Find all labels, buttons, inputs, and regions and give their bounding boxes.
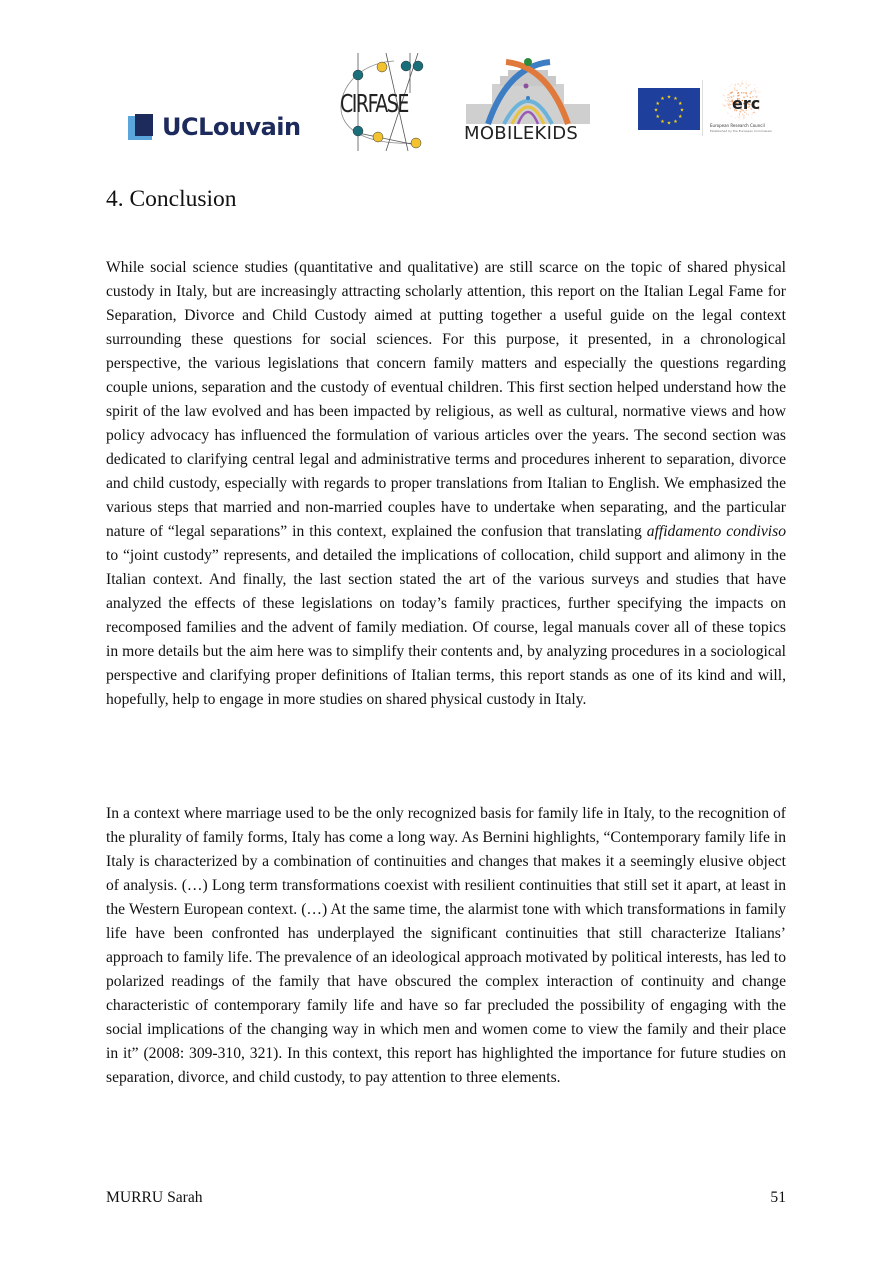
erc-dot-icon	[739, 114, 740, 115]
erc-dot-icon	[758, 91, 759, 92]
erc-dot-icon	[743, 116, 744, 117]
erc-dot-icon	[754, 88, 755, 89]
erc-dot-icon	[738, 84, 739, 85]
erc-dot-icon	[731, 84, 732, 85]
eu-star-icon: ★	[660, 97, 665, 103]
erc-dot-icon	[746, 81, 747, 82]
erc-dot-icon	[736, 90, 737, 91]
erc-dot-icon	[728, 105, 729, 106]
erc-dot-icon	[728, 99, 729, 100]
uclouvain-mark-icon	[128, 114, 156, 140]
eu-star-icon: ★	[666, 121, 672, 127]
erc-dot-icon	[753, 90, 754, 91]
eu-star-icon: ★	[673, 97, 678, 103]
erc-dot-icon	[739, 113, 740, 114]
erc-dot-icon	[722, 103, 723, 104]
erc-dot-icon	[755, 92, 756, 93]
erc-dot-icon	[722, 94, 723, 95]
erc-dot-icon	[726, 100, 727, 101]
uclouvain-logo-text: UCLouvain	[162, 113, 301, 141]
mobilekids-logo-text: MOBILEKIDS	[464, 123, 579, 144]
section-title: Conclusion	[129, 186, 237, 212]
erc-dot-icon	[729, 86, 730, 87]
erc-dot-icon	[741, 82, 742, 83]
erc-dot-icon	[730, 116, 731, 117]
erc-dot-icon	[729, 101, 730, 102]
erc-dot-icon	[745, 87, 746, 88]
eu-star-icon: ★	[666, 95, 672, 101]
cirfase-logo	[336, 53, 432, 151]
eu-stars-icon	[638, 88, 700, 130]
logo-divider	[702, 80, 703, 136]
cirfase-logo-text: CIRFASE	[340, 90, 408, 119]
erc-dot-icon	[727, 94, 728, 95]
page-number: 51	[770, 1189, 786, 1206]
erc-dot-icon	[727, 113, 728, 114]
paragraph-summary	[106, 256, 786, 712]
eu-star-icon: ★	[673, 119, 678, 125]
erc-dot-icon	[750, 92, 751, 93]
erc-dot-icon	[742, 114, 743, 115]
eu-star-icon: ★	[678, 102, 683, 107]
erc-dot-icon	[756, 87, 757, 88]
mobilekids-logo	[458, 56, 598, 144]
erc-dot-icon	[739, 117, 740, 118]
italic-term: affidamento condiviso	[646, 523, 786, 540]
erc-logo	[706, 78, 774, 140]
erc-dot-icon	[748, 114, 749, 115]
erc-dot-icon	[749, 84, 750, 85]
erc-dot-icon	[732, 91, 733, 92]
erc-dot-icon	[742, 80, 743, 81]
erc-dot-icon	[730, 92, 731, 93]
erc-dot-icon	[724, 105, 725, 106]
erc-dot-icon	[727, 97, 728, 98]
erc-dot-icon	[729, 97, 730, 98]
erc-dot-icon	[741, 83, 742, 84]
eu-star-icon: ★	[653, 108, 659, 114]
section-heading	[106, 186, 237, 213]
erc-dot-icon	[740, 85, 741, 86]
footer-author: MURRU Sarah	[106, 1189, 203, 1206]
erc-dot-icon	[746, 113, 747, 114]
uclouvain-logo	[128, 112, 301, 142]
erc-dot-icon	[725, 89, 726, 90]
erc-dot-icon	[751, 117, 752, 118]
eu-flag-logo	[638, 88, 700, 130]
paragraph-text: to “joint custody” represents, and detailed the implications of collocation, child support and alimony in the Italian context. And finally, the last section stated the art of the various surveys and studies that have analyzed the effects of these legislations on today’s family practices, further specifying the impacts on recomposed families and the advent of family mediation. Of course, legal manuals cover all of these topics in more details but the aim here was to simplify their contents and, by analyzing procedures in a sociological perspective and clarifying proper definitions of Italian terms, this report stands as one of its kind and will, hopefully, help to engage in more studies on shared physical custody in Italy.	[106, 547, 786, 708]
eu-star-icon: ★	[679, 108, 685, 114]
erc-dot-icon	[739, 119, 740, 120]
section-number: 4.	[106, 186, 124, 212]
erc-dot-icon	[755, 90, 756, 91]
erc-dot-icon	[725, 104, 726, 105]
page-footer	[106, 1189, 786, 1207]
eu-star-icon: ★	[678, 115, 683, 120]
erc-dot-icon	[734, 89, 735, 90]
erc-dot-icon	[735, 84, 736, 85]
paragraph-text: While social science studies (quantitative and qualitative) are still scarce on the topic of shared physical custody in Italy, but are increasingly attracting scholarly attention, this report on the Italian Legal Fame for Separation, Divorce and Child Custody aimed at putting together a useful guide on the legal context surrounding these questions for social sciences. For this purpose, it presented, in a chronological perspective, the various legislations that concern family matters and especially the questions regarding couple unions, separation and the custody of eventual children. This first section helped understand how the spirit of the law evolved and has been impacted by religious, as well as cultural, normative views and how policy advocacy has influenced the formulation of various articles over the years. The second section was dedicated to clarifying central legal and administrative terms and procedures inherent to separation, divorce and child custody, especially with regards to proper translations from Italian to English. We emphasized the various steps that married and non-married couples have to undertake when separating, and the particular nature of “legal separations” in this context, explained the confusion that translating	[106, 259, 786, 540]
eu-star-icon: ★	[660, 119, 665, 125]
erc-dot-icon	[738, 117, 739, 118]
paragraph-bernini-quote: In a context where marriage used to be the only recognized basis for family life in Italy, to the recognition of the plurality of family forms, Italy has come a long way. As Bernini highlights, “Contemporary family life in Italy is characterized by a combination of continuities and changes that makes it a seemingly elusive object of analysis. (…) Long term transformations coexist with resilient continuities that still set it apart, at least in the Western European context. (…) At the same time, the alarmist tone with which transformations in family life have been confronted has underplayed the significant continuities that still characterize Italians’ approach to family life. The prevalence of an ideological approach motivated by political interests, has led to polarized readings of the family that have obscured the complex interaction of continuity and change characteristic of contemporary family life and have so far precluded the possibility of engaging with the social implications of the changing way in which men and women come to view the family and their place in it” (2008: 309-310, 321). In this context, this report has highlighted the importance for future studies on separation, divorce, and child custody, to pay attention to three elements.	[106, 805, 786, 1086]
erc-dot-icon	[734, 87, 735, 88]
erc-dot-icon	[735, 85, 736, 86]
erc-dot-icon	[727, 103, 728, 104]
erc-dot-icon	[746, 83, 747, 84]
erc-dot-icon	[728, 107, 729, 108]
mobilekids-arch-icon	[458, 56, 598, 126]
erc-dot-icon	[725, 100, 726, 101]
erc-dot-icon	[730, 108, 731, 109]
header-logos	[0, 0, 892, 170]
erc-dot-icon	[754, 84, 755, 85]
erc-dot-icon	[747, 85, 748, 86]
erc-subtitle: European Research Council	[710, 123, 765, 128]
erc-tagline: Established by the European Commission	[710, 129, 773, 133]
erc-dot-icon	[743, 115, 744, 116]
erc-dot-icon	[751, 114, 752, 115]
erc-dot-icon	[731, 116, 732, 117]
eu-star-icon: ★	[655, 115, 660, 120]
erc-logo-text: erc	[732, 94, 761, 113]
erc-dot-icon	[729, 103, 730, 104]
erc-dot-icon	[735, 117, 736, 118]
eu-star-icon: ★	[655, 102, 660, 107]
